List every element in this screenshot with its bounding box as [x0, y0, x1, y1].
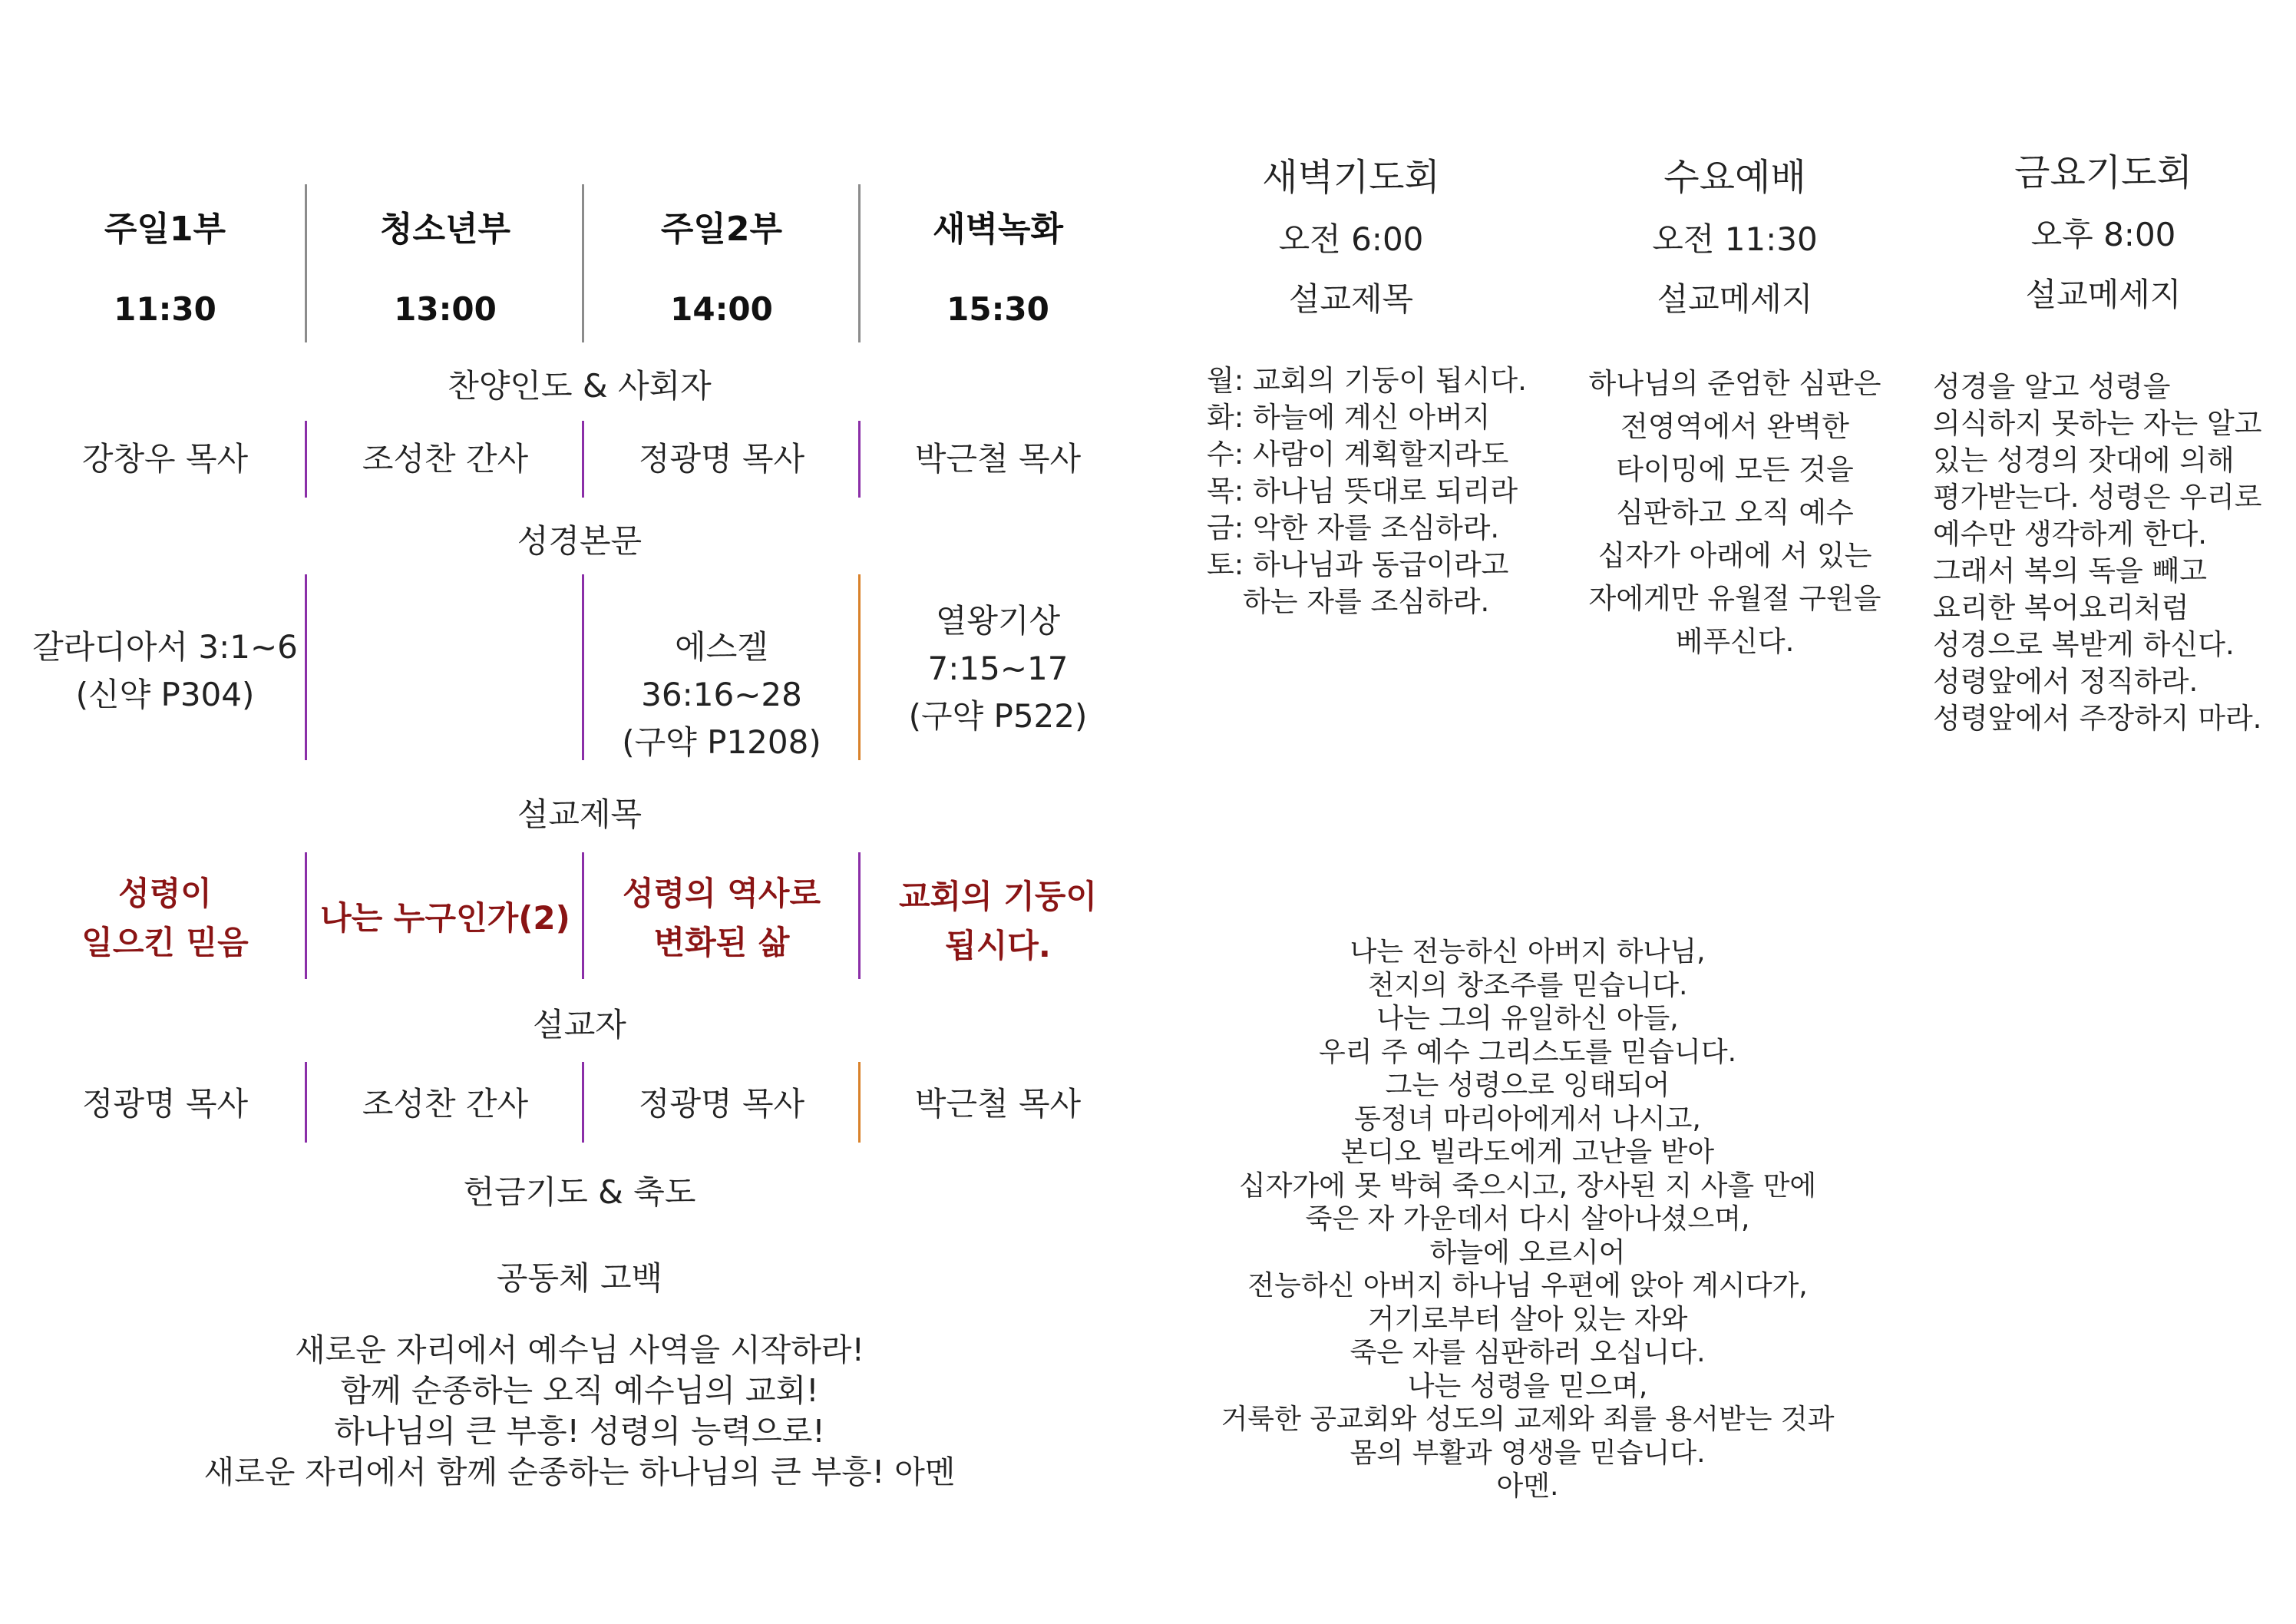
message-line: 타이밍에 모든 것을 — [1616, 453, 1854, 486]
preacher-1: 정광명 목사 — [81, 1085, 249, 1123]
friday-message — [1933, 369, 2261, 737]
column-divider — [305, 574, 307, 760]
section-worship-leader: 찬양인도 & 사회자 — [448, 367, 712, 405]
creed-line: 동정녀 마리아에게서 나시고, — [1354, 1103, 1701, 1135]
creed-line: 몸의 부활과 영생을 믿습니다. — [1350, 1437, 1706, 1469]
service-name: 새벽녹화 — [932, 210, 1063, 249]
column-divider — [305, 421, 307, 498]
service-time: 13:00 — [394, 290, 497, 328]
service-subtitle: 설교메세지 — [1657, 280, 1813, 318]
closing-confession — [0, 1330, 1159, 1493]
service-title: 새벽기도회 — [1262, 156, 1440, 199]
service-friday — [1950, 143, 2257, 316]
column-divider — [582, 421, 584, 498]
worship-leader-1: 강창우 목사 — [81, 440, 249, 478]
creed-line: 나는 전능하신 아버지 하나님, — [1350, 936, 1706, 967]
service-time: 11:30 — [114, 290, 216, 328]
wednesday-message — [1566, 362, 1904, 663]
creed-line: 전능하신 아버지 하나님 우편에 앉아 계시다가, — [1247, 1270, 1808, 1302]
service-dawn — [1198, 147, 1505, 320]
column-divider — [305, 1062, 307, 1143]
section-sermon-title: 설교제목 — [517, 795, 643, 833]
service-name: 청소년부 — [379, 210, 510, 249]
preacher-2: 조성찬 간사 — [362, 1085, 529, 1123]
message-line: 있는 성경의 잣대에 의해 — [1933, 444, 2235, 477]
creed-line: 그는 성령으로 잉태되어 — [1385, 1070, 1670, 1101]
service-title: 금요기도회 — [2014, 151, 2192, 194]
column-divider — [858, 184, 861, 342]
scripture-4 — [867, 597, 1128, 740]
creed-line: 아멘. — [1496, 1470, 1559, 1502]
creed-line: 거기로부터 살아 있는 자와 — [1367, 1303, 1688, 1335]
message-line: 십자가 아래에 서 있는 — [1597, 539, 1872, 572]
scripture-3 — [591, 623, 852, 766]
confession-line: 새로운 자리에서 함께 순종하는 하나님의 큰 부흥! 아멘 — [203, 1454, 956, 1490]
message-line: 예수만 생각하게 한다. — [1933, 518, 2207, 551]
creed-line: 죽은 자를 심판하러 오십니다. — [1350, 1337, 1706, 1368]
sermon-line: 나는 누구인가(2) — [320, 899, 570, 937]
list-item: 하는 자를 조심하라. — [1207, 585, 1490, 618]
sermon-line: 성령이 — [118, 875, 212, 912]
apostles-creed — [1182, 935, 1873, 1503]
list-item: 목: 하나님 뜻대로 되리라 — [1207, 475, 1518, 508]
creed-line: 우리 주 예수 그리스도를 믿습니다. — [1318, 1036, 1737, 1068]
scripture-page: (구약 P522) — [908, 697, 1088, 735]
confession-line: 함께 순종하는 오직 예수님의 교회! — [340, 1372, 819, 1409]
column-divider — [582, 1062, 584, 1143]
sermon-line: 변화된 삶 — [653, 924, 790, 961]
section-offering: 헌금기도 & 축도 — [463, 1173, 696, 1211]
column-divider — [305, 852, 307, 979]
message-line: 베푸신다. — [1675, 625, 1795, 658]
creed-line: 하늘에 오르시어 — [1429, 1236, 1626, 1268]
column-divider — [858, 421, 861, 498]
section-confession: 공동체 고백 — [496, 1259, 663, 1297]
column-divider — [582, 574, 584, 760]
list-item: 금: 악한 자를 조심하라. — [1207, 511, 1500, 544]
service-time: 오전 6:00 — [1278, 220, 1424, 258]
sermon-line: 일으킨 믿음 — [81, 924, 249, 961]
message-line: 전영역에서 완벽한 — [1620, 410, 1849, 443]
service-name: 주일2부 — [660, 210, 783, 249]
service-subtitle: 설교제목 — [1288, 280, 1414, 318]
service-subtitle: 설교메세지 — [2025, 276, 2182, 313]
confession-line: 하나님의 큰 부흥! 성령의 능력으로! — [334, 1413, 825, 1450]
service-title: 수요예배 — [1663, 156, 1806, 199]
preacher-4: 박근철 목사 — [914, 1085, 1082, 1123]
creed-line: 나는 성령을 믿으며, — [1407, 1370, 1648, 1402]
worship-leader-3: 정광명 목사 — [638, 440, 805, 478]
message-line: 평가받는다. 성령은 우리로 — [1933, 481, 2262, 514]
service-time: 오전 11:30 — [1652, 220, 1818, 258]
column-divider — [305, 184, 307, 342]
schedule-col-1 — [46, 201, 284, 328]
scripture-ref: 갈라디아서 3:1~6 — [32, 628, 298, 666]
message-line: 성령앞에서 정직하라. — [1933, 665, 2199, 698]
message-line: 성령앞에서 주장하지 마라. — [1933, 702, 2262, 735]
sermon-3 — [591, 869, 852, 967]
list-item: 수: 사람이 계획할지라도 — [1207, 438, 1509, 471]
creed-line: 본디오 빌라도에게 고난을 받아 — [1340, 1136, 1715, 1168]
list-item: 월: 교회의 기둥이 됩시다. — [1207, 364, 1527, 397]
message-line: 성경을 알고 성령을 — [1933, 370, 2171, 403]
list-item: 토: 하나님과 동급이라고 — [1207, 548, 1509, 581]
service-name: 주일1부 — [104, 210, 226, 249]
creed-line: 천지의 창조주를 믿습니다. — [1367, 969, 1688, 1001]
message-line: 성경으로 복받게 하신다. — [1933, 628, 2235, 661]
service-time: 14:00 — [670, 290, 773, 328]
sermon-line: 성령의 역사로 — [622, 875, 821, 912]
section-scripture: 성경본문 — [517, 522, 643, 560]
dawn-sermon-list — [1207, 362, 1527, 620]
message-line: 의식하지 못하는 자는 알고 — [1933, 407, 2262, 440]
creed-line: 죽은 자 가운데서 다시 살아나셨으며, — [1305, 1203, 1750, 1235]
scripture-page: (신약 P304) — [75, 676, 255, 713]
column-divider — [582, 184, 584, 342]
sermon-line: 교회의 기둥이 — [898, 878, 1098, 915]
column-divider — [858, 574, 861, 760]
message-line: 하나님의 준엄한 심판은 — [1588, 367, 1881, 400]
preacher-3: 정광명 목사 — [638, 1085, 805, 1123]
column-divider — [858, 1062, 861, 1143]
column-divider — [858, 852, 861, 979]
creed-line: 십자가에 못 박혀 죽으시고, 장사된 지 사흘 만에 — [1238, 1169, 1817, 1202]
message-line: 자에게만 유월절 구원을 — [1588, 582, 1881, 615]
scripture-book: 열왕기상 — [935, 602, 1061, 640]
list-item: 화: 하늘에 계신 아버지 — [1207, 401, 1491, 434]
schedule-col-3 — [603, 201, 841, 328]
worship-leader-4: 박근철 목사 — [914, 440, 1082, 478]
message-line: 요리한 복어요리처럼 — [1933, 591, 2189, 624]
scripture-1 — [31, 623, 299, 719]
sermon-4 — [867, 872, 1128, 971]
message-line: 심판하고 오직 예수 — [1616, 496, 1854, 529]
worship-leader-2: 조성찬 간사 — [362, 440, 529, 478]
schedule-col-2 — [322, 201, 568, 328]
confession-line: 새로운 자리에서 예수님 사역을 시작하라! — [295, 1331, 864, 1368]
scripture-page: (구약 P1208) — [622, 723, 821, 761]
creed-line: 거룩한 공교회와 성도의 교제와 죄를 용서받는 것과 — [1221, 1404, 1835, 1435]
message-line: 그래서 복의 독을 빼고 — [1933, 554, 2207, 587]
scripture-ref: 에스겔 36:16~28 — [641, 628, 802, 713]
service-time: 15:30 — [946, 290, 1049, 328]
sermon-line: 됩시다. — [945, 927, 1051, 964]
scripture-ref: 7:15~17 — [927, 650, 1069, 687]
column-divider — [582, 852, 584, 979]
creed-line: 나는 그의 유일하신 아들, — [1376, 1003, 1679, 1034]
schedule-col-4 — [875, 201, 1121, 328]
service-time: 오후 8:00 — [2030, 216, 2176, 253]
sermon-2 — [315, 894, 576, 943]
section-preacher: 설교자 — [533, 1006, 626, 1044]
service-wednesday — [1581, 147, 1888, 320]
sermon-1 — [31, 869, 299, 967]
